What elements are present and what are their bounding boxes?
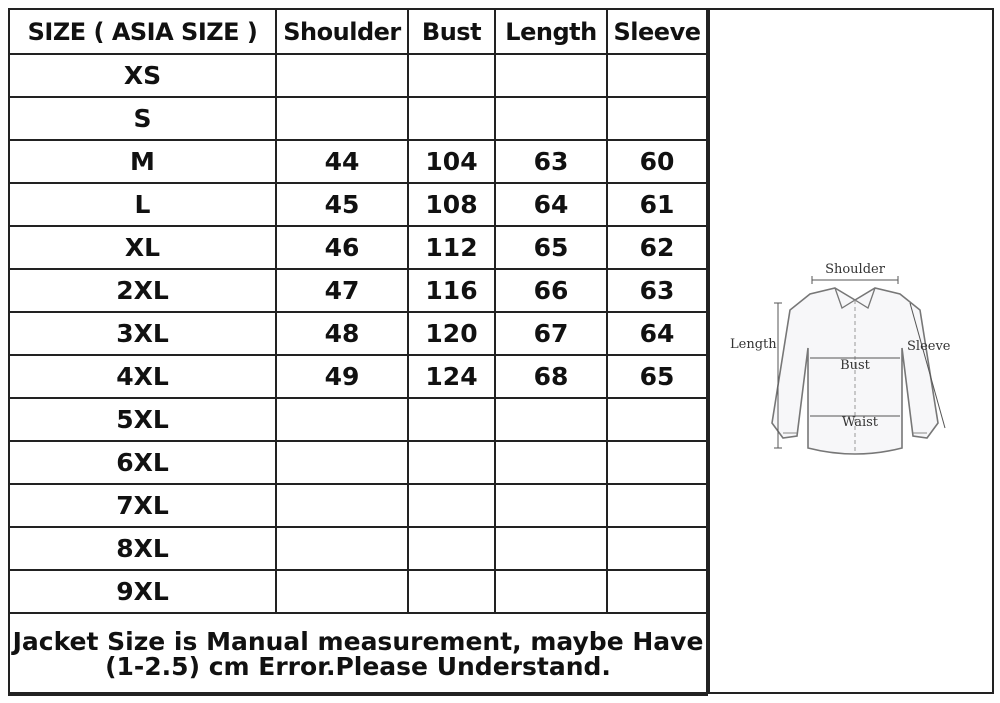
size-cell: XL (9, 226, 276, 269)
size-cell: XS (9, 54, 276, 97)
bust-cell: 112 (408, 226, 495, 269)
bust-cell: 124 (408, 355, 495, 398)
table-row (9, 269, 707, 312)
length-cell: 67 (495, 312, 607, 355)
shoulder-cell: 48 (276, 312, 408, 355)
size-cell: 4XL (9, 355, 276, 398)
sleeve-label: Sleeve (907, 339, 951, 354)
sleeve-cell (607, 441, 707, 484)
note-line-1: Jacket Size is Manual measurement, maybe Have (12, 627, 704, 656)
header-shoulder: Shoulder (276, 9, 408, 54)
shoulder-cell (276, 441, 408, 484)
bust-cell (408, 484, 495, 527)
shoulder-cell: 44 (276, 140, 408, 183)
bust-cell: 116 (408, 269, 495, 312)
size-cell: 8XL (9, 527, 276, 570)
table-row (9, 226, 707, 269)
sleeve-cell (607, 398, 707, 441)
shoulder-cell (276, 97, 408, 140)
measurement-diagram-panel (708, 8, 994, 694)
table-row (9, 441, 707, 484)
bust-label: Bust (840, 358, 870, 373)
table-row (9, 97, 707, 140)
length-cell (495, 527, 607, 570)
sleeve-cell: 62 (607, 226, 707, 269)
size-cell: S (9, 97, 276, 140)
bust-cell (408, 398, 495, 441)
length-cell: 66 (495, 269, 607, 312)
shoulder-cell: 46 (276, 226, 408, 269)
table-header-row (9, 9, 707, 54)
shoulder-cell (276, 484, 408, 527)
table-row (9, 398, 707, 441)
table-row (9, 140, 707, 183)
length-cell (495, 570, 607, 613)
sleeve-cell (607, 54, 707, 97)
sleeve-cell (607, 97, 707, 140)
shoulder-cell (276, 527, 408, 570)
shoulder-cell: 47 (276, 269, 408, 312)
length-cell: 64 (495, 183, 607, 226)
shoulder-cell (276, 570, 408, 613)
sleeve-cell: 63 (607, 269, 707, 312)
length-cell (495, 97, 607, 140)
size-cell: 3XL (9, 312, 276, 355)
shoulder-cell: 49 (276, 355, 408, 398)
shoulder-cell (276, 398, 408, 441)
shoulder-label: Shoulder (825, 262, 885, 277)
table-row (9, 54, 707, 97)
length-cell (495, 484, 607, 527)
length-cell: 63 (495, 140, 607, 183)
shoulder-cell (276, 54, 408, 97)
bust-cell: 120 (408, 312, 495, 355)
table-row (9, 355, 707, 398)
bust-cell (408, 54, 495, 97)
table-row (9, 183, 707, 226)
size-table (8, 8, 708, 696)
table-row (9, 570, 707, 613)
table-row (9, 527, 707, 570)
sleeve-cell: 61 (607, 183, 707, 226)
size-cell: M (9, 140, 276, 183)
sleeve-cell (607, 484, 707, 527)
size-cell: 7XL (9, 484, 276, 527)
size-cell: 9XL (9, 570, 276, 613)
size-cell: 2XL (9, 269, 276, 312)
note-line-2: (1-2.5) cm Error.Please Understand. (105, 652, 611, 681)
sleeve-cell: 64 (607, 312, 707, 355)
bust-cell: 108 (408, 183, 495, 226)
shoulder-cell: 45 (276, 183, 408, 226)
jacket-outline-icon (730, 248, 980, 478)
size-cell: 5XL (9, 398, 276, 441)
table-row (9, 312, 707, 355)
bust-cell (408, 527, 495, 570)
bust-cell (408, 570, 495, 613)
sleeve-cell: 60 (607, 140, 707, 183)
length-cell: 65 (495, 226, 607, 269)
size-cell: L (9, 183, 276, 226)
header-sleeve: Sleeve (607, 9, 707, 54)
bust-cell: 104 (408, 140, 495, 183)
header-length: Length (495, 9, 607, 54)
bust-cell (408, 441, 495, 484)
sleeve-cell (607, 570, 707, 613)
measurement-note (9, 613, 707, 695)
waist-label: Waist (842, 415, 879, 430)
length-cell (495, 398, 607, 441)
length-label: Length (730, 337, 777, 352)
bust-cell (408, 97, 495, 140)
size-cell: 6XL (9, 441, 276, 484)
length-cell (495, 54, 607, 97)
sleeve-cell (607, 527, 707, 570)
length-cell: 68 (495, 355, 607, 398)
note-row (9, 613, 707, 695)
header-bust: Bust (408, 9, 495, 54)
sleeve-cell: 65 (607, 355, 707, 398)
header-size: SIZE ( ASIA SIZE ) (9, 9, 276, 54)
length-cell (495, 441, 607, 484)
table-row (9, 484, 707, 527)
